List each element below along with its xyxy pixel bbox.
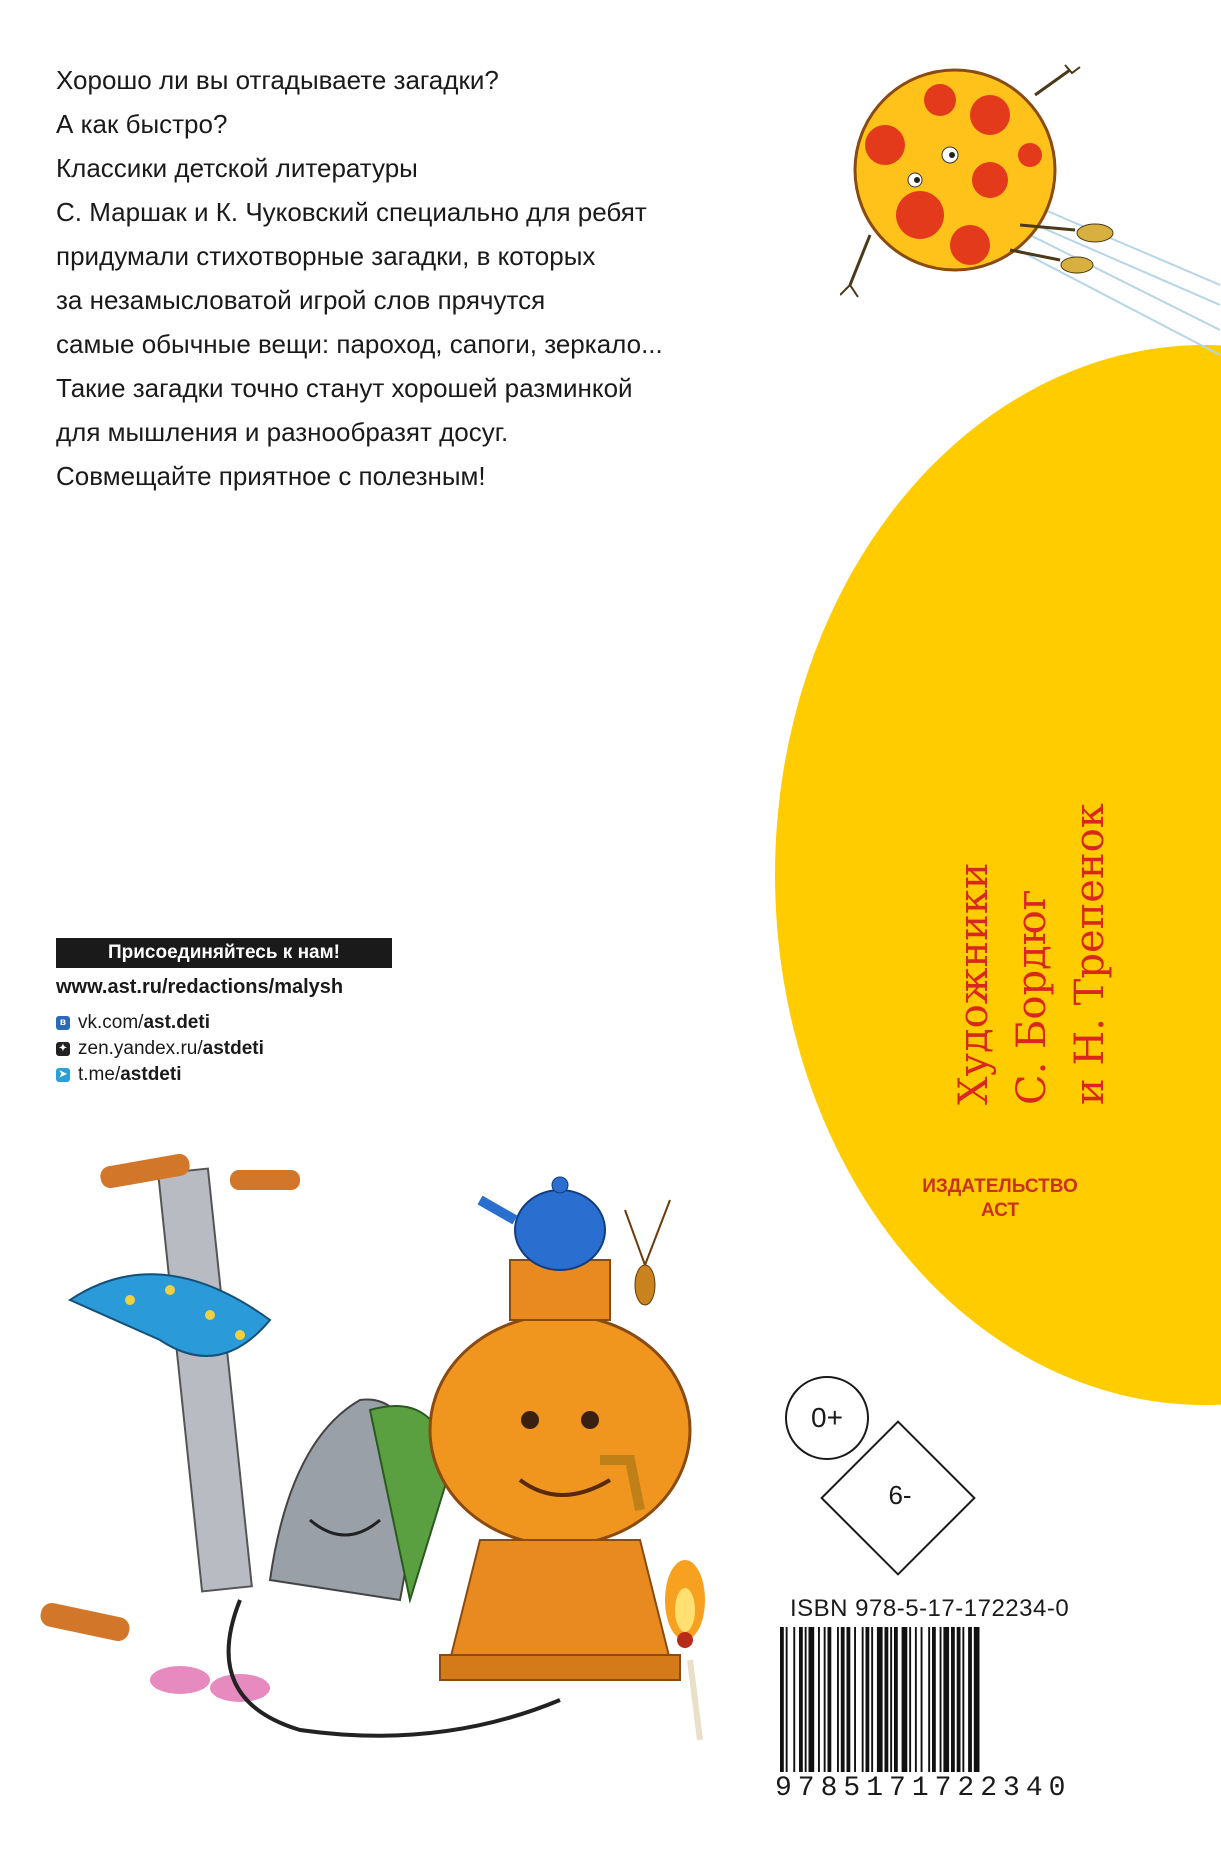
- barcode-bar: [824, 1627, 826, 1772]
- publisher-line: ИЗДАТЕЛЬСТВО: [922, 1176, 1078, 1197]
- intro-line: Классики детской литературы: [56, 153, 418, 183]
- intro-line: С. Маршак и К. Чуковский специально для ребят: [56, 197, 647, 227]
- social-link-handle: astdeti: [202, 1038, 264, 1059]
- barcode-bar: [837, 1627, 839, 1772]
- telegram-icon: ➤: [56, 1068, 70, 1082]
- social-link-vk[interactable]: [56, 1012, 210, 1034]
- intro-line: Хорошо ли вы отгадываете загадки?: [56, 65, 499, 95]
- barcode-bar: [871, 1627, 873, 1772]
- barcode-bar: [866, 1627, 870, 1772]
- artists-line: С. Бордюг: [1009, 889, 1055, 1105]
- barcode-bar: [828, 1627, 832, 1772]
- artists-line: Художники: [951, 862, 997, 1105]
- intro-line: придумали стихотворные загадки, в которых: [56, 241, 596, 271]
- barcode-bar: [962, 1627, 964, 1772]
- barcode-bar: [854, 1627, 856, 1772]
- barcode-bar: [894, 1627, 898, 1772]
- barcode-bar: [928, 1627, 930, 1772]
- zen-icon: ✦: [56, 1042, 70, 1056]
- intro-line: за незамысловатой игрой слов прячутся: [56, 285, 546, 315]
- barcode-bar: [968, 1627, 972, 1772]
- barcode-bar: [809, 1627, 815, 1772]
- barcode-digits: 9785171722340: [775, 1773, 1072, 1804]
- barcode-bar: [974, 1627, 980, 1772]
- social-link-handle: ast.deti: [143, 1012, 210, 1033]
- barcode-bar: [805, 1627, 807, 1772]
- website-link[interactable]: www.ast.ru/redactions/malysh: [56, 976, 344, 998]
- barcode-bar: [862, 1627, 864, 1772]
- barcode-bar: [877, 1627, 883, 1772]
- barcode-bar: [921, 1627, 923, 1772]
- intro-line: А как быстро?: [56, 109, 228, 139]
- social-link-prefix: vk.com/: [78, 1012, 144, 1033]
- household-characters-illustration: [40, 1140, 760, 1780]
- barcode-bar: [909, 1627, 911, 1772]
- artists-credit: [945, 803, 1119, 1105]
- barcode-bar: [786, 1627, 788, 1772]
- intro-line: для мышления и разнообразят досуг.: [56, 417, 509, 447]
- barcode-bar: [847, 1627, 851, 1772]
- age-secondary-label: 6-: [888, 1480, 912, 1510]
- annotation-text: [56, 58, 663, 498]
- barcode-bar: [951, 1627, 955, 1772]
- publisher-label: [905, 1175, 1095, 1223]
- barcode: [780, 1627, 1036, 1772]
- social-link-zen[interactable]: [56, 1038, 264, 1060]
- social-link-telegram[interactable]: [56, 1064, 181, 1086]
- intro-line: самые обычные вещи: пароход, сапоги, зеркало...: [56, 329, 663, 359]
- barcode-bar: [890, 1627, 892, 1772]
- social-link-prefix: t.me/: [78, 1064, 121, 1085]
- intro-line: Совмещайте приятное с полезным!: [56, 461, 486, 491]
- barcode-bar: [780, 1627, 784, 1772]
- artists-line: и Н. Трепенок: [1067, 803, 1113, 1105]
- barcode-bar: [915, 1627, 917, 1772]
- social-link-prefix: zen.yandex.ru/: [78, 1038, 203, 1059]
- ball-character-illustration: [840, 55, 1220, 355]
- barcode-bar: [799, 1627, 803, 1772]
- barcode-bar: [957, 1627, 961, 1772]
- intro-line: Такие загадки точно станут хорошей разминкой: [56, 373, 633, 403]
- barcode-bar: [885, 1627, 889, 1772]
- barcode-bar: [793, 1627, 795, 1772]
- social-link-handle: astdeti: [120, 1064, 182, 1085]
- publisher-line: АСТ: [980, 1200, 1020, 1221]
- barcode-bar: [902, 1627, 908, 1772]
- vk-icon: в: [56, 1016, 70, 1030]
- barcode-bar: [932, 1627, 936, 1772]
- isbn-label: ISBN 978-5-17-172234-0: [790, 1595, 1070, 1622]
- barcode-bar: [943, 1627, 949, 1772]
- barcode-bar: [818, 1627, 820, 1772]
- barcode-bar: [940, 1627, 942, 1772]
- barcode-bar: [841, 1627, 845, 1772]
- join-us-banner: Присоединяйтесь к нам!: [56, 938, 392, 968]
- age-rating-badge: 0+: [785, 1376, 869, 1460]
